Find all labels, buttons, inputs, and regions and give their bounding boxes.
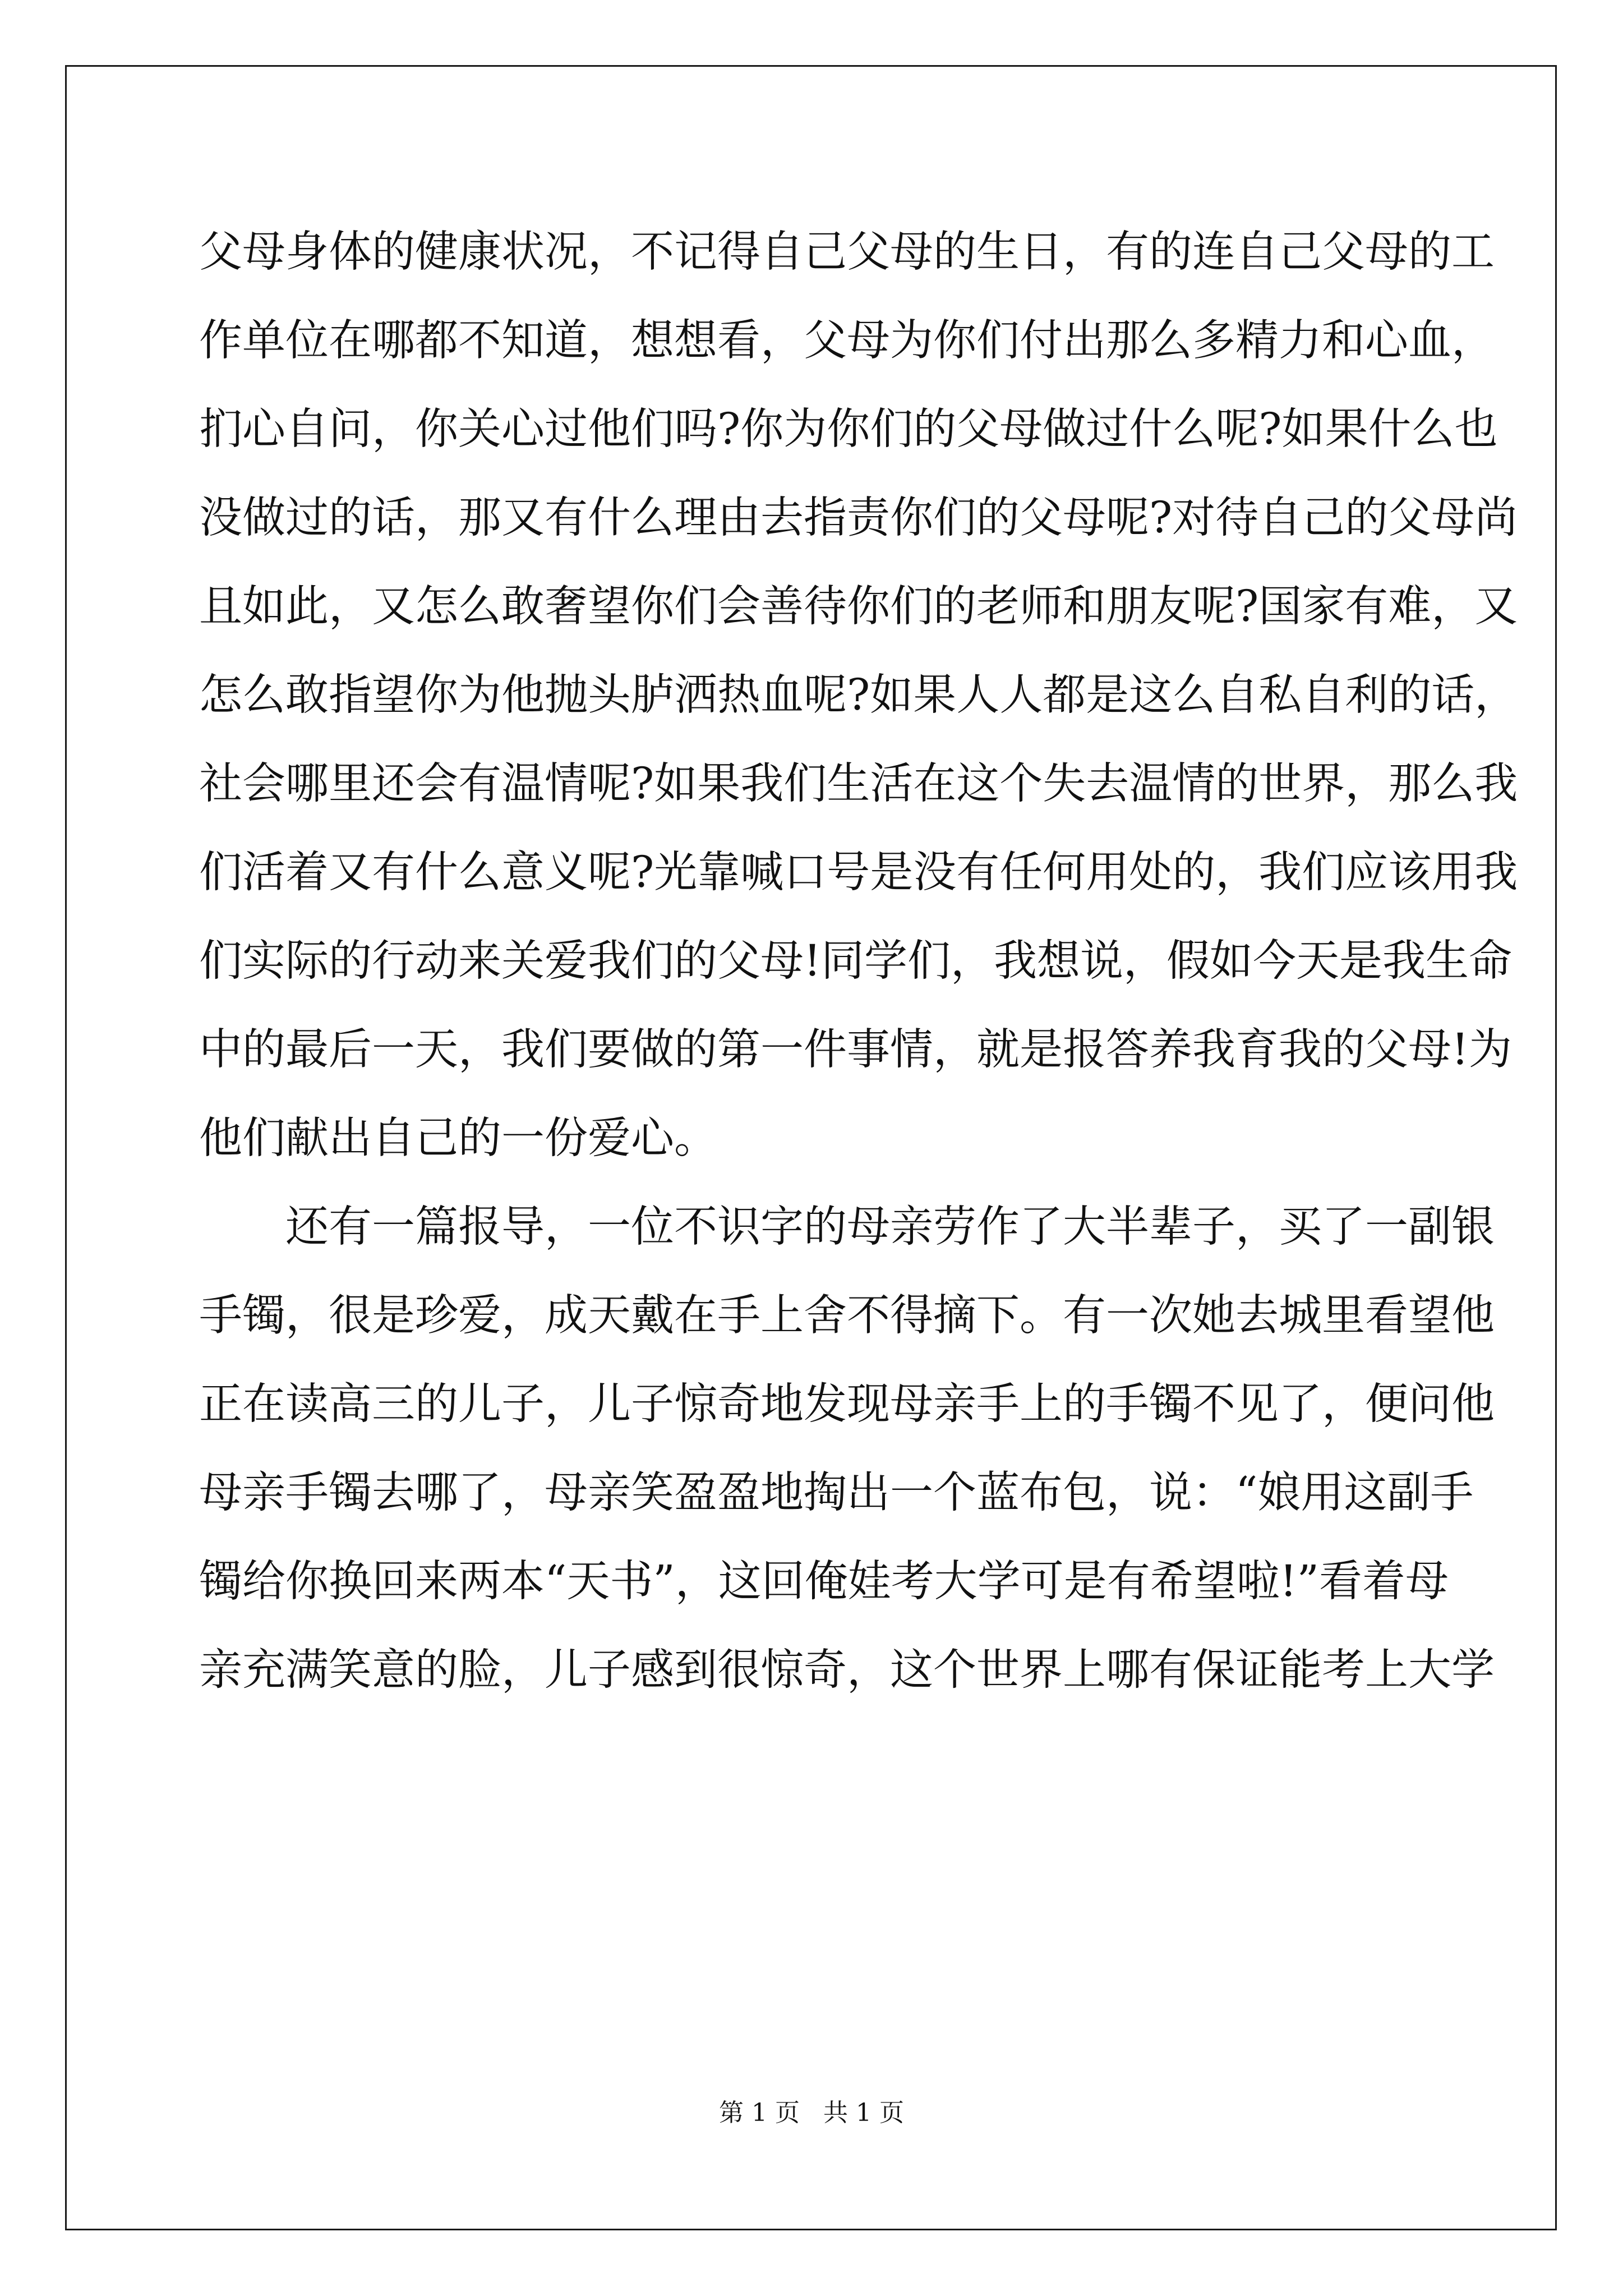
text-line: 镯给你换回来两本“天书”，这回俺娃考大学可是有希望啦!”看着母: [199, 1557, 1449, 1607]
text-line: 还有一篇报导，一位不识字的母亲劳作了大半辈子，买了一副银: [285, 1202, 1495, 1252]
text-line: 作单位在哪都不知道，想想看，父母为你们付出那么多精力和心血，: [199, 316, 1495, 366]
text-line: 们实际的行动来关爱我们的父母!同学们，我想说，假如今天是我生命: [199, 936, 1512, 986]
text-line: 他们献出自己的一份爱心。: [199, 1114, 717, 1163]
page-number-footer: 第 1 页 共 1 页: [719, 2099, 904, 2127]
text-line: 中的最后一天，我们要做的第一件事情，就是报答养我育我的父母!为: [199, 1025, 1512, 1075]
text-line: 扪心自问，你关心过他们吗?你为你们的父母做过什么呢?如果什么也: [199, 404, 1498, 454]
text-line: 社会哪里还会有温情呢?如果我们生活在这个失去温情的世界，那么我: [199, 759, 1518, 809]
text-line: 且如此，又怎么敢奢望你们会善待你们的老师和朋友呢?国家有难，又: [199, 582, 1518, 632]
text-line: 亲充满笑意的脸，儿子感到很惊奇，这个世界上哪有保证能考上大学: [199, 1645, 1495, 1695]
document-body: [199, 213, 1518, 1720]
text-line: 们活着又有什么意义呢?光靠喊口号是没有任何用处的，我们应该用我: [199, 848, 1518, 898]
text-line: 没做过的话，那又有什么理由去指责你们的父母呢?对待自己的父母尚: [199, 493, 1518, 543]
text-line: 母亲手镯去哪了，母亲笑盈盈地掏出一个蓝布包，说：“娘用这副手: [199, 1468, 1474, 1518]
text-line: 手镯，很是珍爱，成天戴在手上舍不得摘下。有一次她去城里看望他: [199, 1291, 1495, 1341]
text-line: 正在读高三的儿子，儿子惊奇地发现母亲手上的手镯不见了，便问他: [199, 1379, 1495, 1429]
text-line: 怎么敢指望你为他抛头胪洒热血呢?如果人人都是这么自私自利的话，: [199, 670, 1518, 720]
text-line: 父母身体的健康状况，不记得自己父母的生日，有的连自己父母的工: [199, 227, 1495, 277]
